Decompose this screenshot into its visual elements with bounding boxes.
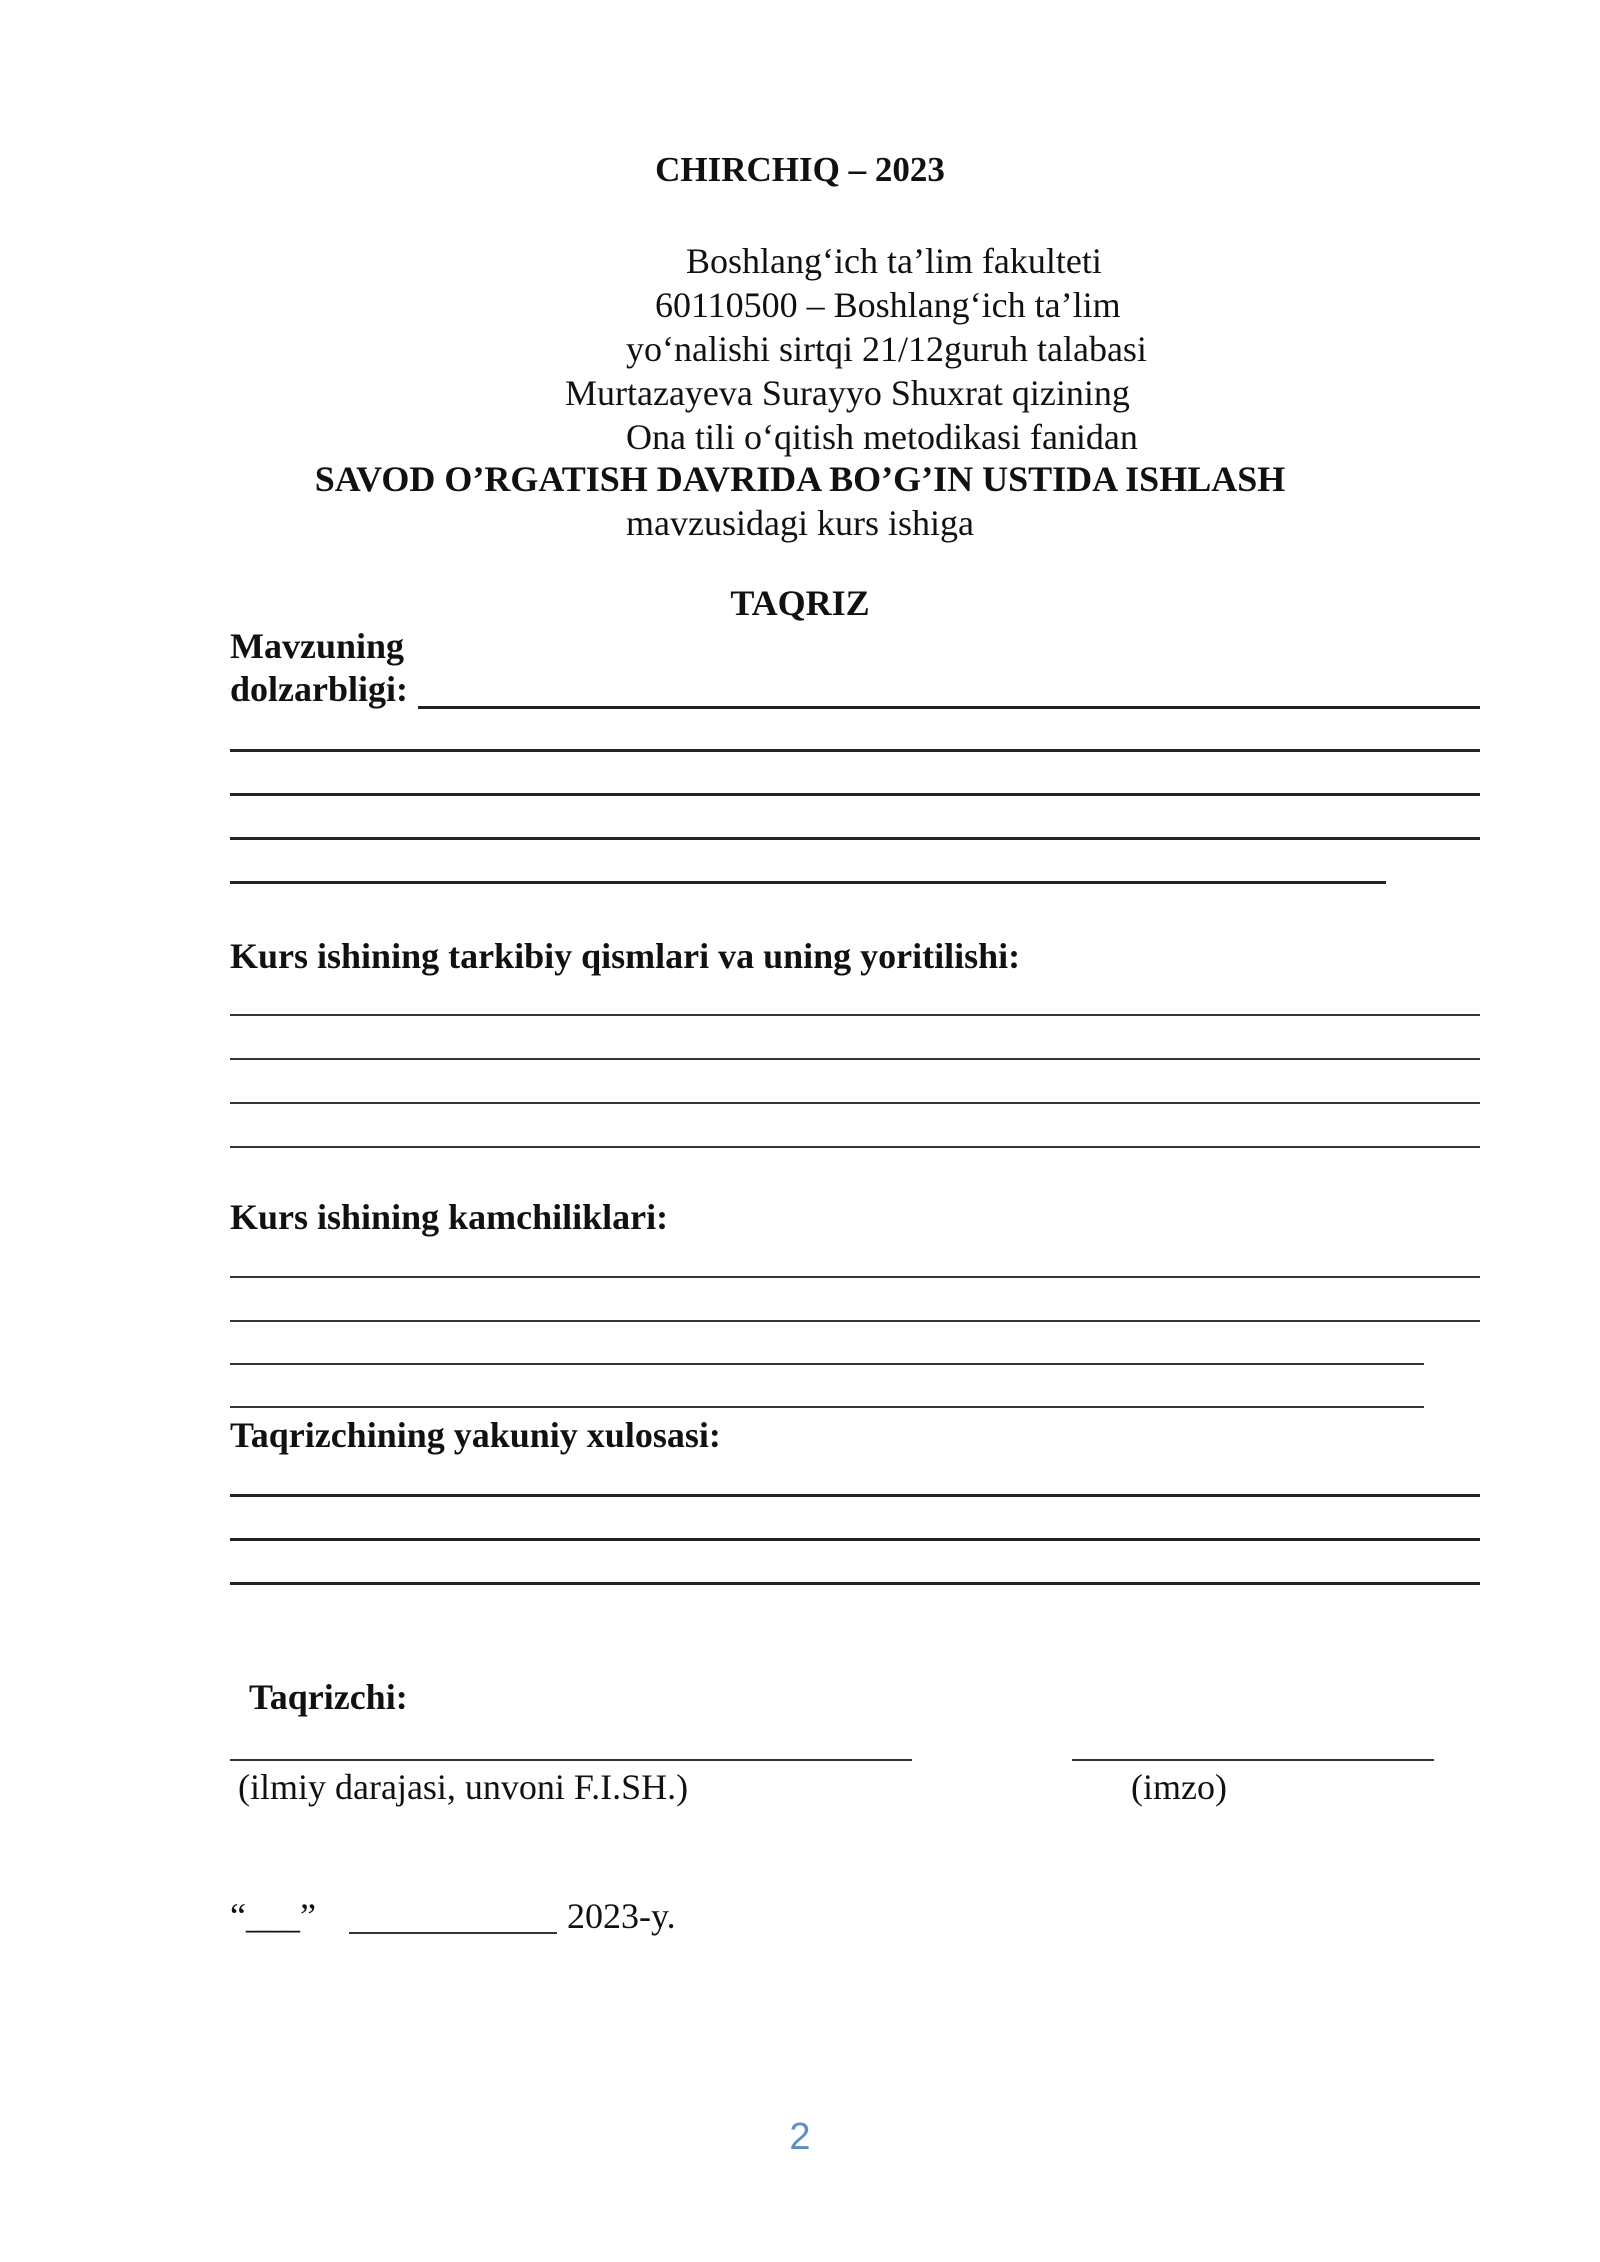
date-year: 2023-y. [567,1896,676,1936]
shortcomings-answer-line-4[interactable] [230,1406,1424,1408]
conclusion-answer-line-1[interactable] [230,1494,1480,1497]
parts-label: Kurs ishining tarkibiy qismlari va uning yoritilishi: [230,936,1021,976]
parts-answer-line-1[interactable] [230,1014,1480,1016]
shortcomings-answer-line-2[interactable] [230,1320,1480,1322]
direction-line: 60110500 – Boshlang‘ich ta’lim [655,285,1121,325]
shortcomings-answer-line-3[interactable] [230,1363,1424,1365]
conclusion-answer-line-2[interactable] [230,1538,1480,1541]
relevance-answer-line-4[interactable] [230,837,1480,840]
parts-answer-line-4[interactable] [230,1146,1480,1148]
shortcomings-label: Kurs ishining kamchiliklari: [230,1197,669,1237]
relevance-label-line2: dolzarbligi: [230,669,408,709]
relevance-answer-line-5[interactable] [230,881,1386,884]
city-year-heading: CHIRCHIQ – 2023 [655,150,945,189]
conclusion-label: Taqrizchining yakuniy xulosasi: [230,1415,721,1455]
reviewer-signature-line[interactable] [1072,1759,1434,1761]
date-month-line[interactable] [349,1932,557,1934]
relevance-label-line1: Mavzuning [230,626,405,666]
relevance-answer-line-1[interactable] [418,706,1480,709]
reviewer-label: Taqrizchi: [249,1677,408,1717]
group-line: yo‘nalishi sirtqi 21/12guruh talabasi [626,329,1147,369]
parts-answer-line-3[interactable] [230,1102,1480,1104]
page-number: 2 [789,2116,811,2158]
name-caption: (ilmiy darajasi, unvoni F.I.SH.) [238,1767,689,1807]
parts-answer-line-2[interactable] [230,1058,1480,1060]
review-title: TAQRIZ [730,583,870,623]
relevance-answer-line-2[interactable] [230,749,1480,752]
reviewer-name-line[interactable] [230,1759,912,1761]
date-day: “___” [230,1896,316,1936]
student-name-line: Murtazayeva Surayyo Shuxrat qizining [565,373,1130,413]
signature-caption: (imzo) [1131,1767,1227,1807]
topic-suffix: mavzusidagi kurs ishiga [626,503,974,543]
topic-title: SAVOD O’RGATISH DAVRIDA BO’G’IN USTIDA ISHLASH [314,459,1286,499]
shortcomings-answer-line-1[interactable] [230,1276,1480,1278]
subject-line: Ona tili o‘qitish metodikasi fanidan [626,417,1138,457]
faculty-line: Boshlang‘ich ta’lim fakulteti [686,241,1102,281]
relevance-answer-line-3[interactable] [230,793,1480,796]
conclusion-answer-line-3[interactable] [230,1582,1480,1585]
